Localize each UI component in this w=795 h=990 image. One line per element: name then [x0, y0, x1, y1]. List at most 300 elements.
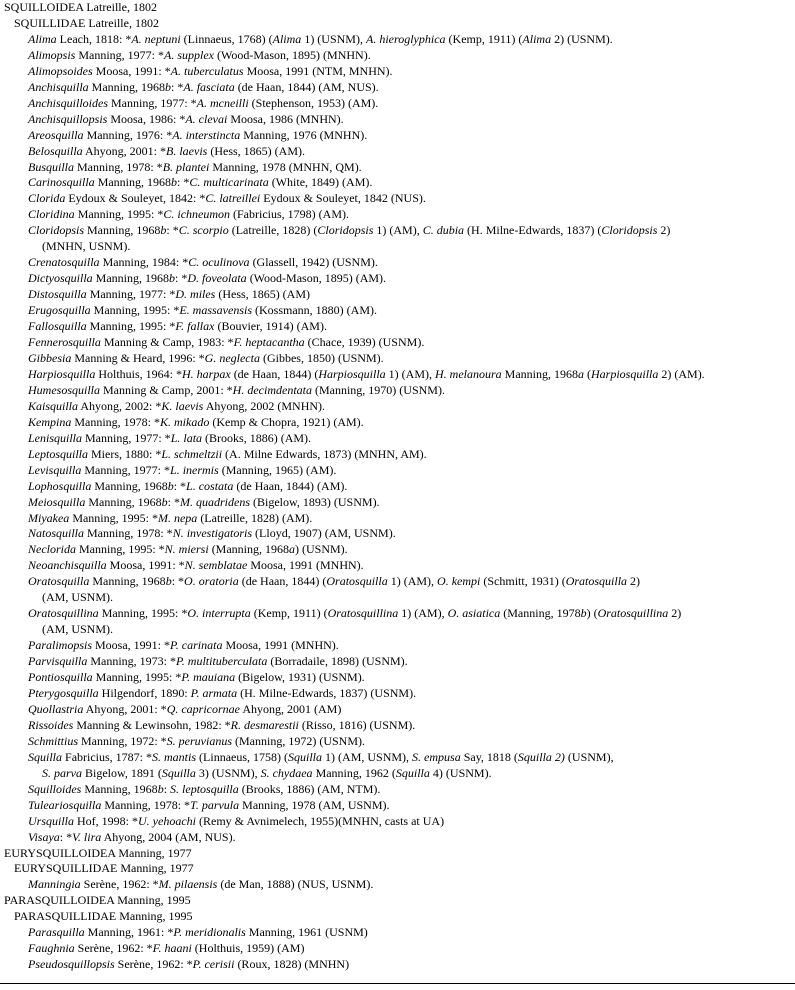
text: Manning & Lewinsohn, 1982: *	[73, 717, 231, 732]
text: Eydoux & Souleyet, 1842: *	[65, 191, 206, 206]
taxonomic-list	[4, 0, 793, 973]
genus-entry	[4, 511, 793, 527]
italic-text: A. tuberculatus	[170, 63, 244, 78]
italic-text: F. heptacantha	[233, 335, 305, 350]
text: Hilgendorf, 1890:	[98, 685, 191, 700]
italic-text: C. latreillei	[205, 191, 261, 206]
text: Manning, 1968	[84, 223, 161, 238]
genus-entry	[4, 351, 793, 367]
italic-text: S. empusa	[412, 749, 461, 764]
genus-entry	[4, 814, 793, 830]
text: (Kossmann, 1880) (AM).	[252, 303, 378, 318]
italic-text: Lophosquilla	[28, 478, 92, 493]
italic-text: Oratosquilla	[326, 574, 388, 589]
italic-text: Alimopsis	[28, 47, 76, 62]
text: (Stephenson, 1953) (AM).	[248, 95, 379, 110]
text: 1) (AM, USNM),	[322, 749, 413, 764]
italic-text: H. harpax	[182, 366, 231, 381]
italic-text: R. desmarestii	[230, 717, 299, 732]
text: 1) (AM),	[385, 366, 435, 381]
text: Manning & Camp, 2001: *	[100, 382, 233, 397]
text: (Borradaile, 1898) (USNM).	[267, 654, 408, 669]
text: Manning, 1961 (USNM)	[245, 925, 368, 940]
text: Manning, 1976: *	[83, 127, 173, 142]
text: Manning, 1968	[85, 494, 162, 509]
italic-text: Alima	[522, 31, 552, 46]
italic-text: P. multituberculata	[176, 654, 268, 669]
italic-text: Neoanchisquilla	[28, 558, 107, 573]
italic-text: Oratosquillina	[597, 606, 669, 621]
text: Manning, 1978: *	[71, 414, 161, 429]
text: 2)	[668, 606, 682, 621]
text: Moosa, 1991 (MNHN).	[247, 558, 364, 573]
text: (Kemp, 1911) (	[445, 31, 523, 46]
genus-entry	[4, 64, 793, 80]
italic-text: Alima	[272, 31, 302, 46]
genus-entry	[4, 495, 793, 511]
text: Manning, 1976 (MNHN).	[240, 127, 368, 142]
bottom-rule	[0, 983, 795, 984]
text: Ahyong, 2002 (MNHN).	[203, 398, 326, 413]
genus-entry	[4, 271, 793, 287]
text: (Hess, 1865) (AM)	[215, 287, 311, 302]
text: Fabricius, 1787: *	[62, 749, 153, 764]
text: 2) (USNM).	[551, 31, 613, 46]
text: Manning, 1977: *	[108, 95, 197, 110]
superfamily-heading	[4, 0, 793, 16]
superfamily-heading	[4, 893, 793, 909]
genus-entry	[4, 144, 793, 160]
italic-text: Paralimopsis	[28, 638, 93, 653]
genus-entry	[4, 654, 793, 670]
italic-text: C. scorpio	[178, 223, 229, 238]
text: Moosa, 1986 (MNHN).	[227, 111, 344, 126]
text: Manning, 1977: *	[86, 287, 176, 302]
text: PARASQUILLIDAE Manning, 1995	[14, 909, 193, 924]
italic-text: b	[169, 271, 176, 286]
family-heading	[4, 861, 793, 877]
italic-text: Faughnia	[28, 941, 75, 956]
genus-entry	[4, 415, 793, 431]
italic-text: S. leptosquilla	[170, 781, 239, 796]
text: Moosa, 1991 (MNHN).	[222, 638, 339, 653]
italic-text: C. oculinova	[188, 255, 250, 270]
text: (Hess, 1865) (AM).	[207, 143, 305, 158]
genus-entry	[4, 782, 793, 798]
italic-text: Miyakea	[28, 510, 70, 525]
genus-entry	[4, 526, 793, 542]
text: EURYSQUILLOIDEA Manning, 1977	[4, 845, 192, 860]
text: (de Haan, 1844) (AM).	[233, 478, 348, 493]
text: : *	[166, 223, 179, 238]
italic-text: Dictyosquilla	[28, 271, 93, 286]
text: Manning, 1978: *	[84, 526, 173, 541]
italic-text: O. interrupta	[187, 606, 251, 621]
text: (Brooks, 1886) (AM, NTM).	[238, 781, 381, 796]
italic-text: A. neptuni	[131, 31, 181, 46]
text: (Manning, 1968	[208, 542, 290, 557]
italic-text: Fallosquilla	[28, 319, 87, 334]
italic-text: L. costata	[186, 478, 234, 493]
text: (de Haan, 1844) (	[230, 366, 319, 381]
italic-text: Ursquilla	[28, 813, 75, 828]
genus-entry	[4, 335, 793, 351]
text: (White, 1849) (AM).	[268, 175, 373, 190]
text: Leach, 1818: *	[56, 31, 132, 46]
italic-text: P. armata	[190, 685, 238, 700]
text: 1) (AM),	[373, 223, 423, 238]
genus-entry	[4, 447, 793, 463]
italic-text: Harpiosquilla	[318, 366, 386, 381]
genus-entry	[4, 80, 793, 96]
text: Manning, 1978: *	[74, 159, 163, 174]
text: (H. Milne-Edwards, 1837) (	[464, 223, 602, 238]
italic-text: b	[165, 574, 172, 589]
italic-text: P. carinata	[170, 638, 223, 653]
text: Serène, 1962: *	[114, 957, 193, 972]
italic-text: S. peruvianus	[166, 733, 232, 748]
italic-text: Pterygosquilla	[28, 685, 99, 700]
genus-entry	[4, 255, 793, 271]
italic-text: B. plantei	[162, 159, 210, 174]
genus-entry	[4, 463, 793, 479]
italic-text: Oratosquillina	[327, 606, 399, 621]
text: (Schmitt, 1931) (	[480, 574, 566, 589]
italic-text: S. parva	[42, 765, 82, 780]
italic-text: Squilloides	[28, 781, 82, 796]
genus-entry	[4, 207, 793, 223]
text: (Linnaeus, 1758) (	[196, 749, 289, 764]
text: Manning, 1978 (AM, USNM).	[239, 797, 390, 812]
italic-text: Oratosquilla	[28, 574, 90, 589]
italic-text: Anchisquilla	[28, 79, 89, 94]
text: Moosa, 1991: *	[106, 558, 185, 573]
genus-entry	[4, 542, 793, 558]
text: (de Haan, 1844) (AM, NUS).	[234, 79, 379, 94]
genus-entry	[4, 798, 793, 814]
italic-text: P. mauiana	[181, 670, 236, 685]
italic-text: Squilla 2)	[517, 749, 565, 764]
italic-text: Parasquilla	[28, 925, 85, 940]
text: Moosa, 1986: *	[107, 111, 186, 126]
italic-text: A. fasciata	[183, 79, 235, 94]
text: (Bigelow, 1893) (USNM).	[250, 494, 380, 509]
italic-text: Pontiosquilla	[28, 670, 93, 685]
text: (Linnaeus, 1768) (	[180, 31, 273, 46]
italic-text: M. nepa	[157, 510, 198, 525]
text: Moosa, 1991 (NTM, MNHN).	[243, 63, 393, 78]
italic-text: Pseudosquillopsis	[28, 957, 115, 972]
genus-entry	[4, 431, 793, 447]
text: (Kemp, 1911) (	[250, 606, 328, 621]
italic-text: B. laevis	[166, 143, 208, 158]
italic-text: Cloridopsis	[601, 223, 658, 238]
text: (Risso, 1816) (USNM).	[298, 717, 416, 732]
genus-entry	[4, 32, 793, 48]
text: (Gibbes, 1850) (USNM).	[259, 350, 384, 365]
text: Ahyong, 2001 (AM)	[240, 701, 342, 716]
italic-text: Meiosquilla	[28, 494, 86, 509]
genus-entry	[4, 128, 793, 144]
italic-text: b	[580, 606, 587, 621]
text: (Bigelow, 1931) (USNM).	[235, 670, 365, 685]
italic-text: Harpiosquilla	[28, 366, 96, 381]
italic-text: S. mantis	[152, 749, 197, 764]
text: ) (USNM).	[295, 542, 348, 557]
genus-entry	[4, 479, 793, 495]
text: Manning, 1977: *	[75, 47, 165, 62]
text: : *	[171, 79, 184, 94]
text: 3) (USNM),	[195, 765, 261, 780]
text: Eydoux & Souleyet, 1842 (NUS).	[260, 191, 426, 206]
text: (Remy & Avnimelech, 1955)(MNHN, casts at UA)	[196, 813, 445, 828]
genus-entry	[4, 574, 793, 590]
italic-text: S. chydaea	[260, 765, 313, 780]
text: 4) (USNM).	[429, 765, 492, 780]
text: (de Man, 1888) (NUS, USNM).	[217, 877, 374, 892]
text: : *	[173, 478, 187, 493]
italic-text: A. supplex	[164, 47, 215, 62]
italic-text: P. meridionalis	[173, 925, 246, 940]
genus-entry	[4, 558, 793, 574]
text: Manning & Heard, 1996: *	[71, 350, 205, 365]
italic-text: V. lira	[72, 829, 102, 844]
text: : *	[167, 494, 181, 509]
italic-text: Erugosquilla	[28, 303, 91, 318]
italic-text: G. neglecta	[204, 350, 260, 365]
family-heading	[4, 16, 793, 32]
italic-text: A. interstincta	[172, 127, 241, 142]
genus-entry	[4, 319, 793, 335]
italic-text: Squilla	[395, 765, 430, 780]
text: 2) (AM).	[658, 366, 705, 381]
text: PARASQUILLOIDEA Manning, 1995	[4, 893, 191, 908]
italic-text: Schmittius	[28, 733, 78, 748]
italic-text: Levisquilla	[28, 462, 82, 477]
text: (Wood-Mason, 1895) (AM).	[246, 271, 387, 286]
text: 2)	[627, 574, 641, 589]
italic-text: Areosquilla	[28, 127, 84, 142]
italic-text: N. semblatae	[184, 558, 248, 573]
text: (Manning, 1978	[500, 606, 581, 621]
italic-text: H. decimdentata	[232, 382, 312, 397]
italic-text: Neclorida	[28, 542, 76, 557]
italic-text: Leptosquilla	[28, 446, 89, 461]
text: Manning, 1978 (MNHN, QM).	[209, 159, 362, 174]
text: Serène, 1962: *	[80, 877, 159, 892]
italic-text: Alima	[28, 31, 57, 46]
text: (Lloyd, 1907) (AM, USNM).	[252, 526, 396, 541]
genus-entry	[4, 734, 793, 750]
genus-entry	[4, 223, 793, 239]
text: : *	[59, 829, 73, 844]
italic-text: N. investigatoris	[172, 526, 253, 541]
text: Manning, 1968	[501, 366, 579, 381]
italic-text: K. mikado	[160, 414, 210, 429]
text: Ahyong, 2004 (AM, NUS).	[101, 829, 236, 844]
text: Manning, 1995: *	[86, 319, 176, 334]
italic-text: Oratosquilla	[565, 574, 628, 589]
text: Hof, 1998: *	[74, 813, 139, 828]
text: Manning, 1973: *	[87, 654, 177, 669]
genus-entry	[4, 925, 793, 941]
italic-text: M. quadridens	[180, 494, 251, 509]
italic-text: Squilla	[28, 749, 63, 764]
italic-text: N. miersi	[164, 542, 209, 557]
italic-text: Humesosquilla	[28, 382, 100, 397]
text: Say, 1818 (	[460, 749, 518, 764]
entry-continuation	[4, 239, 793, 255]
text: ) (	[586, 606, 598, 621]
text: 1) (AM),	[398, 606, 448, 621]
italic-text: A. hieroglyphica	[365, 31, 446, 46]
genus-entry	[4, 399, 793, 415]
text: Moosa, 1991: *	[92, 63, 171, 78]
text: SQUILLOIDEA Latreille, 1802	[4, 0, 157, 14]
text: Manning & Camp, 1983: *	[100, 335, 234, 350]
italic-text: b	[157, 781, 164, 796]
italic-text: T. parvula	[190, 797, 240, 812]
text: (MNHN, USNM).	[42, 239, 131, 254]
text: : *	[175, 271, 188, 286]
italic-text: Busquilla	[28, 159, 75, 174]
genus-entry	[4, 718, 793, 734]
italic-text: L. schmeltzii	[161, 446, 223, 461]
text: (Latreille, 1828) (AM).	[197, 510, 313, 525]
text: Manning, 1995: *	[74, 207, 164, 222]
italic-text: L. inermis	[170, 462, 219, 477]
italic-text: Distosquilla	[28, 287, 87, 302]
genus-entry	[4, 957, 793, 973]
italic-text: a	[289, 542, 296, 557]
italic-text: Anchisquilloides	[28, 95, 108, 110]
text: Ahyong, 2001: *	[82, 143, 167, 158]
genus-entry	[4, 175, 793, 191]
italic-text: Natosquilla	[28, 526, 85, 541]
text: Ahyong, 2001: *	[83, 701, 167, 716]
italic-text: C. ichneumon	[163, 207, 231, 222]
genus-entry	[4, 112, 793, 128]
text: Manning, 1977: *	[81, 462, 171, 477]
text: (Chace, 1939) (USNM).	[304, 335, 425, 350]
italic-text: Clorida	[28, 191, 66, 206]
text: (Manning, 1972) (USNM).	[232, 733, 365, 748]
text: Serène, 1962: *	[74, 941, 153, 956]
genus-entry	[4, 96, 793, 112]
text: EURYSQUILLIDAE Manning, 1977	[14, 861, 194, 876]
text: (Glassell, 1942) (USNM).	[249, 255, 378, 270]
italic-text: O. asiatica	[447, 606, 501, 621]
italic-text: Kaisquilla	[28, 398, 79, 413]
text: 1) (AM),	[387, 574, 438, 589]
genus-entry	[4, 191, 793, 207]
text: (	[584, 366, 592, 381]
text: : *	[177, 175, 190, 190]
italic-text: Quollastria	[28, 701, 84, 716]
genus-entry	[4, 303, 793, 319]
italic-text: Squilla	[288, 749, 323, 764]
italic-text: Kempina	[28, 414, 72, 429]
italic-text: M. pilaensis	[158, 877, 218, 892]
italic-text: Cloridina	[28, 207, 75, 222]
italic-text: C. multicarinata	[189, 175, 269, 190]
text: :	[163, 781, 171, 796]
italic-text: E. massavensis	[179, 303, 253, 318]
italic-text: K. laevis	[161, 398, 204, 413]
italic-text: a	[578, 366, 585, 381]
italic-text: H. melanoura	[435, 366, 502, 381]
text: (AM, USNM).	[42, 590, 114, 605]
italic-text: Carinosquilla	[28, 175, 95, 190]
italic-text: D. miles	[175, 287, 216, 302]
genus-entry	[4, 750, 793, 766]
italic-text: C. dubia	[422, 223, 465, 238]
italic-text: Gibbesia	[28, 350, 72, 365]
text: Manning, 1968	[88, 79, 166, 94]
italic-text: Fennerosquilla	[28, 335, 101, 350]
text: (Roux, 1828) (MNHN)	[234, 957, 350, 972]
text: (H. Milne-Edwards, 1837) (USNM).	[237, 685, 417, 700]
text: Manning, 1968	[94, 175, 172, 190]
genus-entry	[4, 686, 793, 702]
genus-entry	[4, 670, 793, 686]
text: Manning, 1962 (	[312, 765, 396, 780]
genus-entry	[4, 638, 793, 654]
text: Ahyong, 2002: *	[78, 398, 162, 413]
italic-text: Cloridopsis	[317, 223, 374, 238]
text: (Kemp & Chopra, 1921) (AM).	[209, 414, 364, 429]
italic-text: Alimopsoides	[28, 63, 93, 78]
italic-text: Belosquilla	[28, 143, 83, 158]
italic-text: Cloridopsis	[28, 223, 85, 238]
text: (Fabricius, 1798) (AM).	[230, 207, 349, 222]
text: Holthuis, 1964: *	[95, 366, 183, 381]
text: (Manning, 1965) (AM).	[218, 462, 337, 477]
italic-text: D. foveolata	[187, 271, 247, 286]
text: Manning, 1968	[81, 781, 158, 796]
genus-entry	[4, 877, 793, 893]
italic-text: Q. capricornae	[166, 701, 241, 716]
genus-entry	[4, 830, 793, 846]
italic-text: b	[161, 494, 168, 509]
text: (Bouvier, 1914) (AM).	[214, 319, 327, 334]
text: (de Haan, 1844) (	[238, 574, 327, 589]
text: Manning, 1984: *	[99, 255, 189, 270]
text: Manning, 1995: *	[90, 303, 180, 318]
text: Manning, 1961: *	[84, 925, 174, 940]
entry-continuation	[4, 590, 793, 606]
italic-text: A. mcneilli	[196, 95, 249, 110]
text: (Latreille, 1828) (	[228, 223, 318, 238]
genus-entry	[4, 383, 793, 399]
text: (Brooks, 1886) (AM).	[202, 430, 312, 445]
genus-entry	[4, 48, 793, 64]
italic-text: b	[167, 478, 174, 493]
italic-text: A. clevai	[185, 111, 228, 126]
text: (Holthuis, 1959) (AM)	[191, 941, 305, 956]
italic-text: L. lata	[170, 430, 203, 445]
italic-text: U. yehoachi	[138, 813, 196, 828]
italic-text: O. kempi	[437, 574, 481, 589]
italic-text: F. haani	[152, 941, 192, 956]
italic-text: Visaya	[28, 829, 60, 844]
italic-text: O. oratoria	[184, 574, 239, 589]
genus-entry	[4, 287, 793, 303]
genus-entry	[4, 160, 793, 176]
italic-text: Squilla	[161, 765, 196, 780]
italic-text: P. cerisii	[192, 957, 235, 972]
text: 1) (USNM),	[301, 31, 366, 46]
